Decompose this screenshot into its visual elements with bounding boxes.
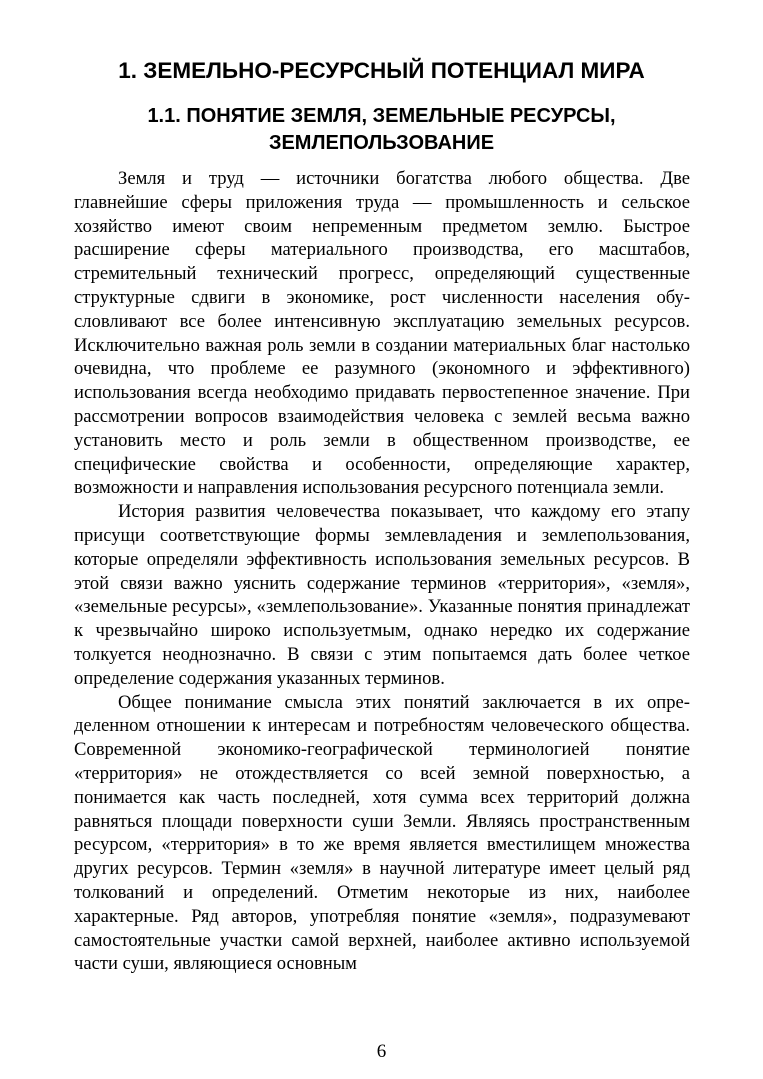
chapter-title: 1. ЗЕМЕЛЬНО-РЕСУРСНЫЙ ПОТЕНЦИАЛ МИРА	[118, 58, 645, 83]
paragraph-3: Общее понимание смысла этих понятий заключается в их определенном отношении к интересам и потребностям человеческого общества. Современной экономико-географической терминологией понятие «территория» не отождествляется со всей земной поверхностью, а понимается как часть последней, хотя сумма всех территорий должна равняться площади поверхности суши Земли. Являясь пространственным ресурсом, «территория» в то же время является вместилищем множества других ресурсов. Термин «земля» в научной литературе имеет целый ряд толкований и определений. Отметим некоторые из них, наиболее характерные. Ряд авторов, употребляя понятие «земля», подразумевают самостоятельные участки самой верхней, наиболее активно используемой части суши, являющиеся основным	[74, 691, 690, 975]
paragraph-1: Земля и труд — источники богатства любого общества. Две главнейшие сферы приложения труда — промышленность и сельское хозяйство имеют своим непременным предметом землю. Быстрое расширение сферы материального производства, его масштабов, стремительный технический прогресс, определяющий существенные структурные сдвиги в экономике, рост численности населения обусловливают все более интенсивную эксплуатацию земельных ресурсов. Исключительно важная роль земли в создании материальных благ настолько очевидна, что проблеме ее разумного (экономного и эффективного) использования всегда необходимо придавать первостепенное значение. При рассмотрении вопросов взаимодействия человека с землей весьма важно установить место и роль земли в общественном производстве, ее специфические свойства и особенности, определяющие характер, возможности и направления использования ресурсного потенциала земли.	[74, 168, 690, 499]
body-text	[74, 167, 690, 976]
section-title: 1.1. ПОНЯТИЕ ЗЕМЛЯ, ЗЕМЕЛЬНЫЕ РЕСУРСЫ, ЗЕМЛЕПОЛЬЗОВАНИЕ	[147, 105, 616, 154]
page-number: 6	[376, 1041, 387, 1062]
paragraph-2: История развития человечества показывает, что каждому его этапу присущи соответствующие формы землевладения и землепользования, которые определяли эффективность использования земельных ресурсов. В этой связи важно уяснить содержание терминов «территория», «земля», «земельные ресурсы», «землепользование». Указанные понятия принадлежат к чрезвычайно широко используетмым, однако нередко их содержание толкуется неоднозначно. В связи с этим попытаемся дать более четкое определение содержания указанных терминов.	[74, 501, 690, 689]
